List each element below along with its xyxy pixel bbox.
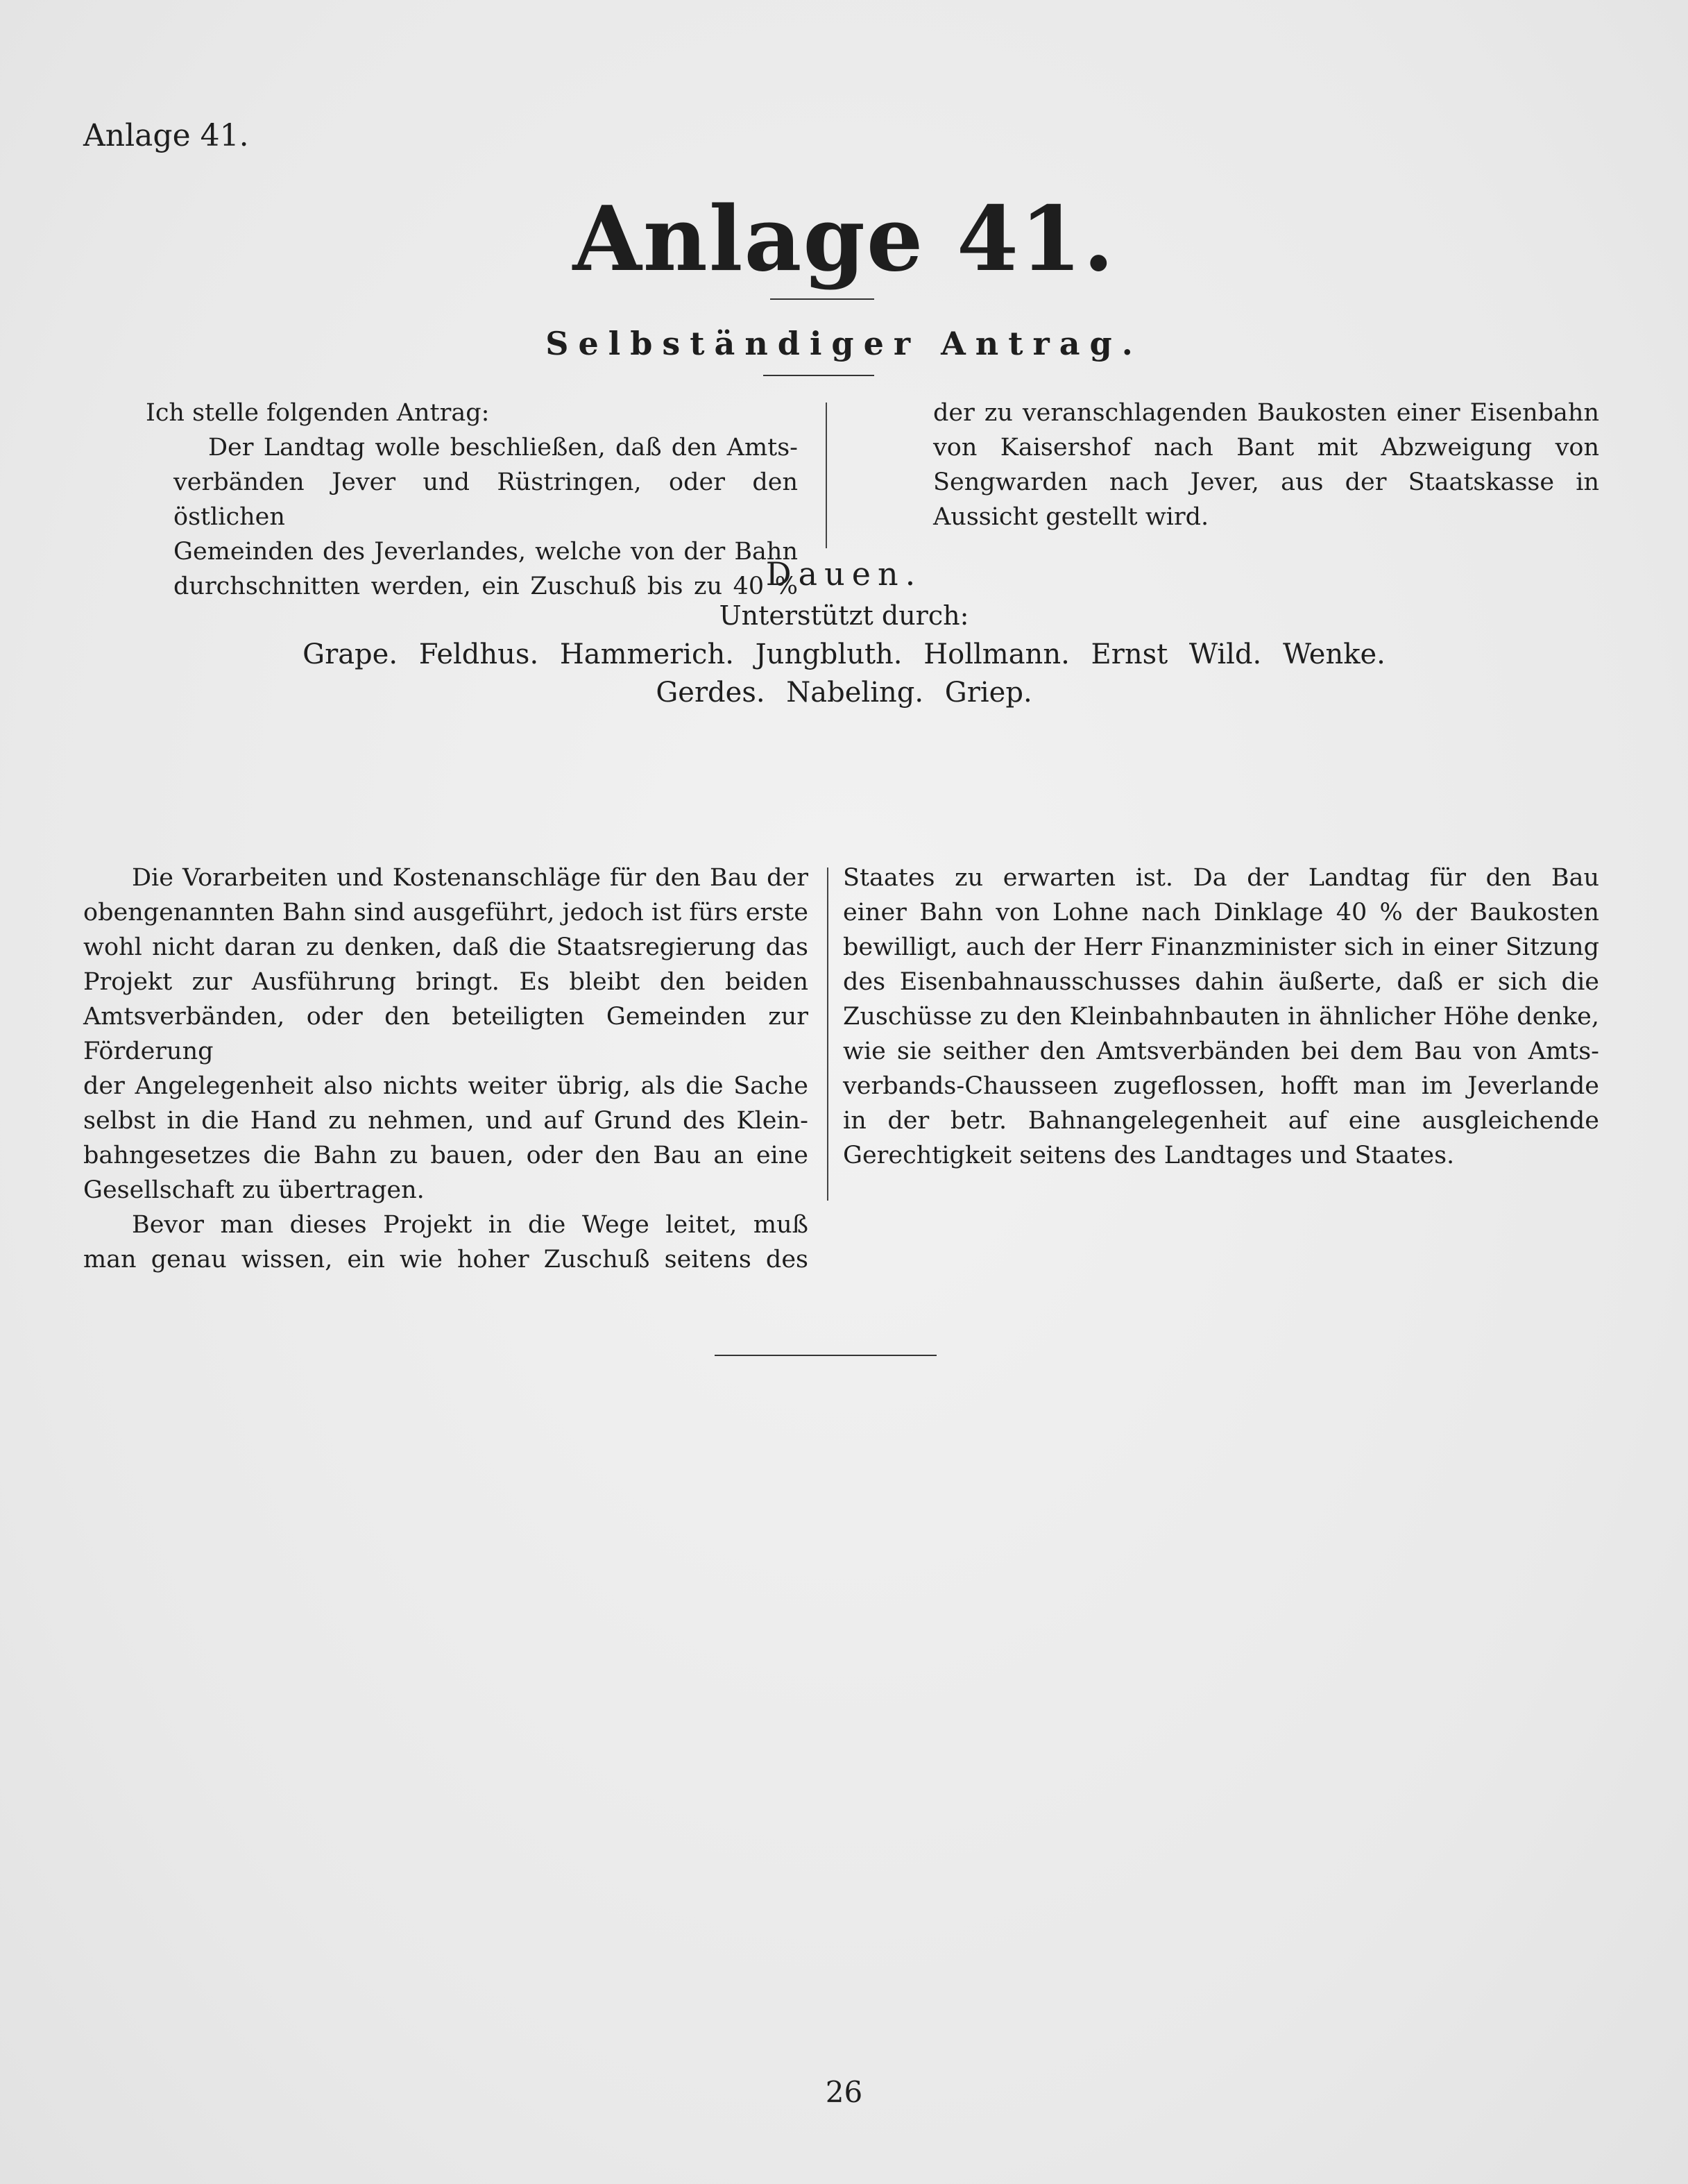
proposal-right-column	[933, 396, 1599, 534]
supported-by-label: Unterstützt durch:	[719, 600, 969, 631]
justification-line: selbst in die Hand zu nehmen, und auf Grund des Klein-	[83, 1107, 808, 1135]
column-divider	[826, 403, 827, 548]
running-head: Anlage 41.	[83, 118, 249, 153]
proposal-line: verbänden Jever und Rüstringen, oder den östlichen	[173, 468, 798, 531]
proposal-line: der zu veranschlagenden Baukosten einer Eisenbahn	[933, 399, 1599, 427]
supporters-list: Grape. Feldhus. Hammerich. Jungbluth. Hollmann. Ernst Wild. Wenke.	[302, 638, 1386, 670]
page-title: Anlage 41.	[572, 187, 1116, 291]
subtitle-rule	[763, 375, 874, 376]
justification-line: in der betr. Bahnangelegenheit auf eine ausgleichende	[843, 1107, 1599, 1135]
justification-line: verbands-Chausseen zugeflossen, hofft man im Jeverlande	[843, 1072, 1599, 1100]
justification-left-column	[83, 861, 808, 1277]
justification-line: bahngesetzes die Bahn zu bauen, oder den Bau an eine	[83, 1142, 808, 1169]
justification-line: Gesellschaft zu übertragen.	[83, 1176, 425, 1204]
justification-line: Bevor man dieses Projekt in die Wege leitet, muß	[132, 1211, 808, 1239]
closing-rule	[715, 1355, 937, 1356]
signer-name: Dauen.	[765, 555, 923, 593]
proposal-line: von Kaisershof nach Bant mit Abzweigung von	[933, 434, 1599, 462]
supporters-list: Gerdes. Nabeling. Griep.	[656, 677, 1032, 709]
justification-line: des Eisenbahnausschusses dahin äußerte, daß er sich die	[843, 968, 1599, 996]
justification-line: Die Vorarbeiten und Kostenanschläge für den Bau der	[132, 864, 808, 892]
proposal-line: Gemeinden des Jeverlandes, welche von der Bahn	[173, 538, 798, 566]
justification-line: bewilligt, auch der Herr Finanzminister sich in einer Sitzung	[843, 933, 1599, 961]
proposal-line: Sengwarden nach Jever, aus der Staatskasse in	[933, 468, 1599, 496]
justification-line: man genau wissen, ein wie hoher Zuschuß seitens des	[83, 1246, 808, 1273]
justification-line: Zuschüsse zu den Kleinbahnbauten in ähnlicher Höhe denke,	[843, 1003, 1599, 1031]
justification-line: wie sie seither den Amtsverbänden bei dem Bau von Amts-	[843, 1038, 1599, 1065]
page-number: 26	[825, 2075, 863, 2109]
justification-line: Gerechtigkeit seitens des Landtages und Staates.	[843, 1142, 1455, 1169]
justification-line: wohl nicht daran zu denken, daß die Staatsregierung das	[83, 933, 808, 961]
justification-line: der Angelegenheit also nichts weiter übrig, als die Sache	[83, 1072, 808, 1100]
justification-line: obengenannten Bahn sind ausgeführt, jedoch ist fürs erste	[83, 899, 808, 926]
justification-right-column	[843, 861, 1599, 1173]
justification-line: einer Bahn von Lohne nach Dinklage 40 % der Baukosten	[843, 899, 1599, 926]
justification-line: Projekt zur Ausführung bringt. Es bleibt den beiden	[83, 968, 808, 996]
section-subtitle: Selbständiger Antrag.	[545, 325, 1143, 362]
title-rule	[770, 298, 874, 300]
justification-line: Staates zu erwarten ist. Da der Landtag für den Bau	[843, 864, 1599, 892]
justification-line: Amtsverbänden, oder den beteiligten Gemeinden zur Förderung	[83, 1003, 808, 1065]
proposal-line: durchschnitten werden, ein Zuschuß bis zu 40 %	[173, 573, 798, 600]
proposal-line: Ich stelle folgenden Antrag:	[146, 399, 490, 427]
proposal-line: Der Landtag wolle beschließen, daß den Amts-	[208, 434, 798, 462]
column-divider	[827, 867, 828, 1201]
proposal-line: Aussicht gestellt wird.	[933, 503, 1209, 531]
